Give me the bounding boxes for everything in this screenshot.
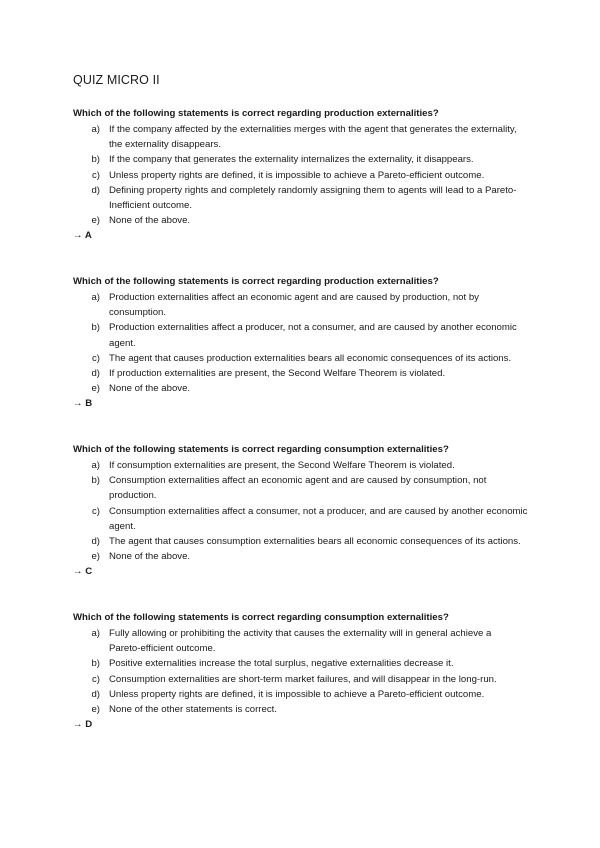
- option-item: [73, 183, 533, 213]
- option-item: [73, 473, 533, 503]
- option-text: If consumption externalities are present, the Second Welfare Theorem is violated.: [109, 460, 455, 471]
- option-letter: e): [91, 215, 100, 227]
- options-list: [73, 122, 533, 228]
- option-letter: e): [91, 551, 100, 563]
- option-item: [73, 351, 533, 366]
- option-letter: b): [91, 658, 100, 670]
- option-text: Unless property rights are defined, it is impossible to achieve a Pareto-efficient outcome.: [109, 688, 485, 700]
- option-letter: c): [92, 505, 100, 517]
- option-letter: d): [91, 688, 100, 700]
- option-text: Defining property rights and completely randomly assigning them to agents will lead to a Pareto-Inefficient outcome.: [109, 184, 517, 212]
- option-letter: c): [92, 673, 100, 685]
- options-list: [73, 626, 533, 717]
- option-text: Positive externalities increase the total surplus, negative externalities decrease it.: [109, 658, 454, 670]
- question-text: Which of the following statements is correct regarding production externalities?: [73, 276, 439, 287]
- question-text: Which of the following statements is correct regarding production externalities?: [73, 108, 439, 119]
- option-item: [73, 168, 533, 183]
- option-text: Production externalities affect a producer, not a consumer, and are caused by another economic agent.: [109, 322, 517, 349]
- option-text: None of the other statements is correct.: [109, 704, 277, 716]
- option-text: None of the above.: [109, 215, 191, 227]
- option-item: [73, 320, 533, 350]
- option-item: [73, 366, 533, 381]
- option-item: [73, 672, 533, 687]
- options-list: [73, 290, 533, 396]
- option-letter: a): [91, 292, 100, 303]
- answer-label: → B: [73, 398, 93, 410]
- option-item: [73, 549, 533, 564]
- option-item: [73, 687, 533, 702]
- option-item: [73, 626, 533, 656]
- answer-label: → D: [73, 719, 93, 731]
- option-text: None of the above.: [109, 383, 191, 395]
- option-item: [73, 534, 533, 549]
- option-item: [73, 290, 533, 320]
- option-item: [73, 122, 533, 152]
- option-item: [73, 152, 533, 167]
- option-letter: e): [91, 704, 100, 716]
- option-letter: d): [91, 536, 100, 548]
- options-list: [73, 458, 533, 564]
- option-item: [73, 656, 533, 671]
- option-text: Consumption externalities affect a consumer, not a producer, and are caused by another economic agent.: [109, 505, 528, 532]
- option-letter: b): [91, 475, 100, 487]
- option-text: None of the above.: [109, 551, 191, 563]
- option-text: Consumption externalities affect an economic agent and are caused by consumption, not production.: [109, 475, 487, 502]
- option-letter: a): [91, 124, 100, 135]
- option-text: If the company affected by the externalities merges with the agent that generates the externality, the externality disappears.: [109, 124, 517, 151]
- option-text: The agent that causes production externalities bears all economic consequences of its actions.: [109, 352, 512, 364]
- option-letter: e): [91, 383, 100, 395]
- option-letter: a): [91, 628, 100, 639]
- question-block-1: [73, 107, 533, 242]
- option-text: Production externalities affect an economic agent and are caused by production, not by consumption.: [109, 292, 479, 319]
- option-item: [73, 702, 533, 717]
- option-letter: d): [91, 368, 100, 380]
- question-block-2: [73, 275, 533, 410]
- answer-label: → A: [73, 230, 92, 242]
- question-block-4: [73, 611, 533, 731]
- option-letter: a): [91, 460, 100, 471]
- option-text: If production externalities are present, the Second Welfare Theorem is violated.: [109, 368, 446, 380]
- option-letter: c): [92, 352, 100, 364]
- option-letter: b): [91, 154, 100, 166]
- option-item: [73, 458, 533, 473]
- option-letter: c): [92, 169, 100, 181]
- option-item: [73, 213, 533, 228]
- question-text: Which of the following statements is correct regarding consumption externalities?: [73, 612, 449, 623]
- option-text: Consumption externalities are short-term market failures, and will disappear in the long-run.: [109, 673, 497, 685]
- page-title: QUIZ MICRO II: [73, 73, 160, 87]
- answer-label: → C: [73, 566, 93, 578]
- option-letter: b): [91, 322, 100, 334]
- option-text: The agent that causes consumption externalities bears all economic consequences of its actions.: [109, 536, 521, 548]
- option-item: [73, 381, 533, 396]
- option-letter: d): [91, 184, 100, 196]
- option-text: Fully allowing or prohibiting the activity that causes the externality will in general achieve a Pareto-efficient outcome.: [109, 628, 492, 655]
- option-text: If the company that generates the externality internalizes the externality, it disappears.: [109, 154, 474, 166]
- question-block-3: [73, 443, 533, 578]
- option-item: [73, 504, 533, 534]
- question-text: Which of the following statements is correct regarding consumption externalities?: [73, 444, 449, 455]
- option-text: Unless property rights are defined, it is impossible to achieve a Pareto-efficient outcome.: [109, 169, 485, 181]
